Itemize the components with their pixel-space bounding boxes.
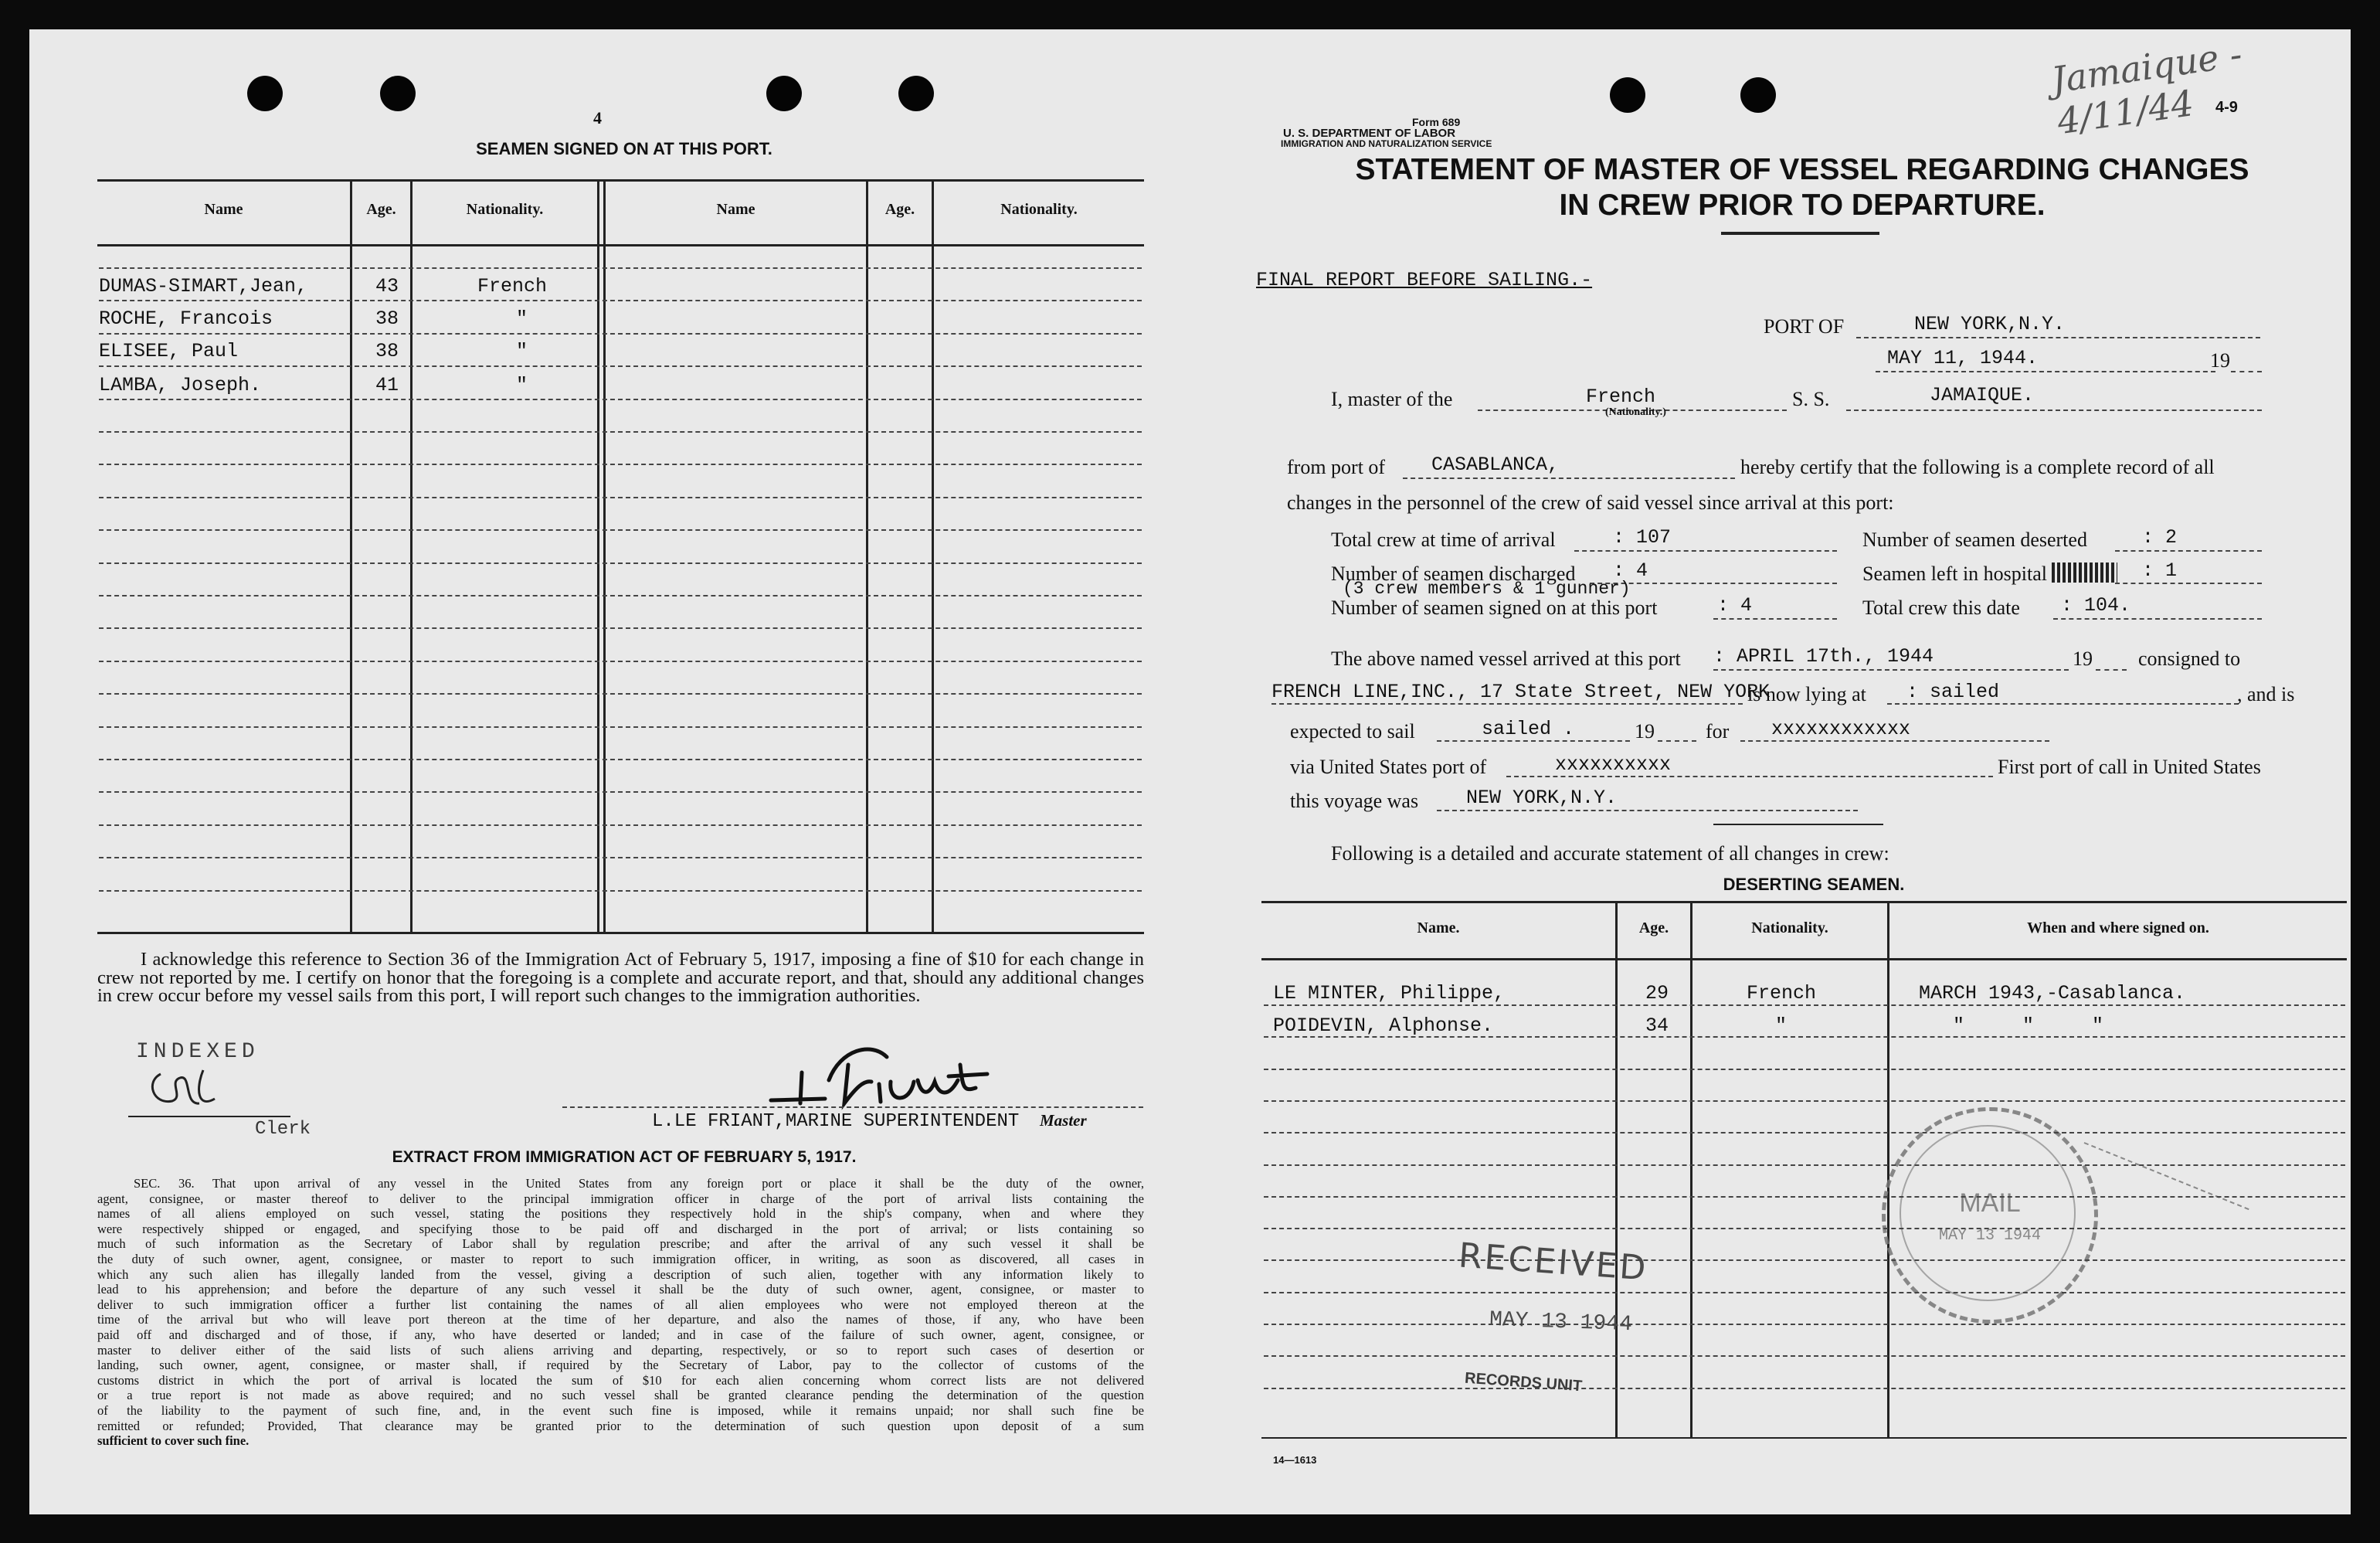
seaman-nationality: French	[477, 275, 548, 297]
and-is-text: , and is	[2237, 683, 2295, 705]
document-sheet	[29, 29, 2351, 1514]
extract-line: were respectively shipped or engaged, and specifying those to be paid off and discharged in the port of arrival; or lists containing so	[97, 1221, 1144, 1236]
seaman-age: 41	[375, 374, 399, 396]
field-line	[2115, 550, 2262, 552]
column-header-signed-on: When and where signed on.	[2027, 919, 2209, 936]
total-crew-arrival-label: Total crew at time of arrival	[1331, 528, 1556, 551]
table-row-rule	[1264, 1164, 2345, 1166]
seaman-nationality: "	[516, 308, 528, 330]
year-prefix: 19	[2210, 349, 2230, 372]
table-row-rule	[1264, 1355, 2345, 1357]
table-row-rule	[99, 857, 1142, 858]
signature-line	[562, 1106, 1143, 1108]
table-header-rule	[97, 244, 1144, 246]
field-line	[1437, 740, 1630, 742]
field-line	[1740, 740, 2049, 742]
deserter-age: 29	[1645, 982, 1669, 1004]
master-of-label: I, master of the	[1331, 388, 1453, 410]
table-row-rule	[99, 267, 1142, 269]
field-line	[1713, 618, 1837, 620]
postmark-swoosh	[2084, 1142, 2249, 1210]
year-prefix: 19	[2073, 647, 2093, 670]
mail-postmark-date: MAY 13 1944	[1938, 1227, 2042, 1245]
deserted-label: Number of seamen deserted	[1862, 528, 2087, 551]
received-date: MAY 13 1944	[1489, 1307, 1633, 1337]
for-value: xxxxxxxxxxxx	[1771, 718, 1911, 740]
field-line	[1713, 669, 2069, 671]
year-prefix: 19	[1635, 720, 1655, 743]
table-row	[1273, 1015, 2339, 1038]
field-line	[2053, 618, 2262, 620]
expected-label: expected to sail	[1290, 720, 1415, 743]
seaman-age: 43	[375, 275, 399, 297]
table-row-rule	[1264, 1388, 2345, 1389]
lying-value: : sailed	[1906, 681, 2000, 703]
form-number: Form 689	[1412, 116, 1461, 128]
vessel-name: JAMAIQUE.	[1930, 384, 2035, 406]
total-crew-date-label: Total crew this date	[1862, 596, 2020, 619]
column-header-age: Age.	[884, 201, 915, 218]
field-line	[1846, 410, 2262, 411]
table-row-rule	[99, 464, 1142, 465]
table-header-rule	[1261, 958, 2347, 960]
deserting-title: DESERTING SEAMEN.	[1723, 875, 1905, 894]
following-text: Following is a detailed and accurate statement of all changes in crew:	[1331, 842, 1889, 865]
total-crew-date-value: : 104.	[2061, 594, 2131, 617]
clerk-initials	[138, 1059, 246, 1120]
table-row	[99, 374, 1103, 397]
column-header-nationality: Nationality.	[1751, 919, 1828, 936]
field-line	[1887, 703, 2239, 705]
table-row-rule	[99, 562, 1142, 564]
table-row-rule	[1264, 1100, 2345, 1102]
table-row-rule	[1264, 1292, 2345, 1293]
lying-label: is now lying at	[1747, 683, 1866, 705]
consignee-value: FRENCH LINE,INC., 17 State Street, NEW YORK	[1271, 681, 1771, 703]
table-row-rule	[99, 333, 1142, 335]
table-top-rule	[97, 179, 1144, 182]
table-row-rule	[99, 529, 1142, 531]
from-port-label: from port of	[1287, 456, 1386, 478]
hospital-label: Seamen left in hospital	[1862, 562, 2048, 585]
page-number: 4	[593, 108, 602, 127]
voyage-label: this voyage was	[1290, 790, 1419, 812]
deserter-signed-on: MARCH 1943,-Casablanca.	[1919, 982, 2186, 1004]
divider-rule	[1713, 824, 1883, 825]
changes-text: changes in the personnel of the crew of said vessel since arrival at this port:	[1287, 491, 1894, 514]
deserter-nationality: "	[1775, 1015, 1788, 1037]
ss-label: S. S.	[1792, 388, 1830, 410]
field-line	[1403, 478, 1735, 479]
extract-line: landing, such owner, agent, consignee, or master shall, if required by the Secretary of Labor, pay to the collector of customs of the	[97, 1358, 1144, 1373]
table-row-rule	[99, 759, 1142, 760]
section-title: SEAMEN SIGNED ON AT THIS PORT.	[476, 139, 772, 158]
certify-text: hereby certify that the following is a complete record of all	[1740, 456, 2215, 478]
seaman-name: ROCHE, Francois	[99, 308, 273, 330]
extract-line: time of the arrival but who will leave port thereon at the time of her departure, and also the names of those, if any, who have been	[97, 1312, 1144, 1327]
table-row-rule	[99, 791, 1142, 793]
field-line	[1271, 703, 1743, 705]
deserter-age: 34	[1645, 1015, 1669, 1037]
deserter-nationality: French	[1747, 982, 1817, 1004]
punch-hole	[1610, 77, 1645, 113]
signed-on-value: : 4	[1717, 594, 1753, 617]
table-row-rule	[99, 431, 1142, 433]
field-line	[1658, 740, 1696, 742]
field-line	[2231, 371, 2262, 372]
table-row-rule	[99, 595, 1142, 596]
seaman-nationality: "	[516, 340, 528, 362]
table-row-rule	[1264, 1069, 2345, 1070]
clerk-line	[128, 1116, 290, 1117]
table-row-rule	[99, 300, 1142, 301]
discharged-value: : 4	[1613, 559, 1648, 582]
indexed-stamp: INDEXED	[136, 1040, 260, 1064]
table-row-rule	[99, 693, 1142, 695]
deserter-signed-on: " " "	[1953, 1015, 2104, 1037]
table-row-rule	[1264, 1036, 2345, 1038]
extract-line: agent, consignee, or master thereof to deliver to the principal immigration officer in charge of the port of arrival lists containing the	[97, 1191, 1144, 1206]
footer-code: 14—1613	[1273, 1454, 1317, 1466]
punch-hole	[380, 76, 416, 111]
title-underline	[1721, 232, 1879, 235]
extract-line: or a true report is not made as above required; and no such vessel shall be granted clearance pending the determination of the question	[97, 1388, 1144, 1403]
extract-line: which any such alien has illegally landed from the vessel, giving a description of such alien, together with any information likely to	[97, 1266, 1144, 1282]
extract-line: deliver to such immigration officer a further list containing the names of all alien employees who were not employed thereon at the	[97, 1297, 1144, 1312]
column-header-nationality: Nationality.	[466, 201, 544, 218]
department-name: U. S. DEPARTMENT OF LABOR	[1283, 127, 1456, 140]
arrived-value: : APRIL 17th., 1944	[1713, 645, 1934, 668]
table-row	[99, 308, 1103, 331]
column-header-age: Age.	[1638, 919, 1669, 936]
table-row-rule	[1264, 1196, 2345, 1198]
clerk-initials-stroke	[152, 1070, 215, 1103]
service-name: IMMIGRATION AND NATURALIZATION SERVICE	[1281, 138, 1492, 149]
clerk-label: Clerk	[255, 1119, 311, 1140]
consigned-label: consigned to	[2138, 647, 2241, 670]
table-top-rule	[1261, 901, 2347, 903]
report-date: MAY 11, 1944.	[1887, 347, 2039, 369]
deserter-name: POIDEVIN, Alphonse.	[1273, 1015, 1494, 1037]
discharged-label: Number of seamen discharged	[1331, 562, 1576, 585]
master-typed-name: L.LE FRIANT,MARINE SUPERINTENDENT	[652, 1111, 1020, 1132]
table-bottom-rule	[1261, 1437, 2347, 1439]
table-row-rule	[99, 890, 1142, 892]
extract-text	[97, 1176, 1144, 1449]
handwritten-note: Jamaique - 4/11/44	[2049, 32, 2245, 143]
hospital-value: : 1	[2142, 559, 2178, 582]
nationality-value: French	[1586, 386, 1656, 408]
extract-line: of the liability to the payment of such fine, and, in the event such fine is imposed, while it remains unpaid; nor shall such fine be	[97, 1402, 1144, 1418]
extract-line: names of all aliens employed on such vessel, stating the positions they respectively hold in the ship's company, when and where they	[97, 1206, 1144, 1222]
hospital-strikeout	[2052, 562, 2117, 583]
nationality-caption: (Nationality.)	[1605, 406, 1666, 418]
deserter-name: LE MINTER, Philippe,	[1273, 982, 1506, 1004]
deserted-value: : 2	[2142, 526, 2178, 549]
table-row-rule	[99, 497, 1142, 498]
column-header-age: Age.	[366, 201, 396, 218]
from-port-value: CASABLANCA,	[1431, 454, 1560, 476]
table-row	[99, 340, 1103, 363]
table-row-rule	[99, 627, 1142, 629]
field-line	[1506, 776, 1993, 777]
table-row-rule	[99, 726, 1142, 728]
signature-stroke	[771, 1049, 987, 1103]
discharged-note: (3 crew members & 1 gunner)	[1343, 579, 1631, 599]
table-row-rule	[99, 824, 1142, 826]
records-unit-stamp: RECORDS UNIT	[1464, 1369, 1583, 1395]
field-line	[2096, 669, 2127, 671]
extract-title: EXTRACT FROM IMMIGRATION ACT OF FEBRUARY 5, 1917.	[392, 1148, 857, 1166]
received-stamp: RECEIVED	[1457, 1235, 1650, 1289]
extract-line: lead to his apprehension; and before the departure of any such vessel it shall be the duty of such owner, agent, consignee, or master to	[97, 1282, 1144, 1297]
extract-line: sufficient to cover such fine.	[97, 1433, 250, 1449]
final-report-label: FINAL REPORT BEFORE SAILING.-	[1256, 269, 1593, 291]
extract-line: master to deliver either of the said lists of such aliens arriving and departing, respectively, or so to report such cases of desertion or	[97, 1342, 1144, 1358]
extract-line: paid off and discharged and of those, if any, who have deserted or landed; and in case of the failure of such owner, agent, consignee, or	[97, 1327, 1144, 1342]
punch-hole	[247, 76, 283, 111]
seaman-name: DUMAS-SIMART,Jean,	[99, 275, 308, 297]
mail-postmark-center: MAIL	[1959, 1188, 2021, 1218]
via-label: via United States port of	[1290, 756, 1487, 778]
table-row-rule	[1264, 1228, 2345, 1229]
expected-value: sailed .	[1482, 718, 1575, 740]
master-label: Master	[1040, 1111, 1087, 1130]
table-row	[99, 275, 1103, 298]
punch-hole	[898, 76, 934, 111]
punch-hole	[1740, 77, 1776, 113]
voyage-value: NEW YORK,N.Y.	[1466, 787, 1618, 809]
first-port-label: First port of call in United States	[1998, 756, 2261, 778]
port-value: NEW YORK,N.Y.	[1914, 313, 2066, 335]
seaman-nationality: "	[516, 374, 528, 396]
extract-line: the duty of such owner, agent, consignee, or master to report to such immigration officer, in writing, as soon as discovered, all cases in	[97, 1251, 1144, 1266]
seaman-age: 38	[375, 340, 399, 362]
table-row-rule	[1264, 1132, 2345, 1133]
total-crew-arrival-value: : 107	[1613, 526, 1672, 549]
form-title-line-1: STATEMENT OF MASTER OF VESSEL REGARDING CHANGES	[1355, 153, 2249, 186]
form-title-line-2: IN CREW PRIOR TO DEPARTURE.	[1559, 189, 2046, 222]
table-row-rule	[1264, 1004, 2345, 1006]
column-header-name: Name	[204, 201, 243, 218]
punch-hole	[766, 76, 802, 111]
via-value: xxxxxxxxxx	[1555, 753, 1672, 776]
table-row-rule	[99, 365, 1142, 367]
arrived-label: The above named vessel arrived at this port	[1331, 647, 1681, 670]
for-label: for	[1706, 720, 1730, 743]
acknowledgement-text: I acknowledge this reference to Section 36 of the Immigration Act of February 5, 1917, imposing a fine of $10 for each change in crew not reported by me. I certify on honor that the foregoing is a complete and accurate report, and that, should any additional changes in crew occur before my vessel sails from this port, I will report such changes to the immigration authorities.	[97, 949, 1144, 1006]
table-row	[1273, 982, 2339, 1005]
extract-line: customs district in which the port of arrival is located the sum of $10 for each alien concerning whom correct lists are not delivered	[97, 1372, 1144, 1388]
seaman-name: ELISEE, Paul	[99, 340, 239, 362]
table-row-rule	[99, 661, 1142, 662]
table-row-rule	[1264, 1259, 2345, 1261]
table-bottom-rule	[97, 932, 1144, 934]
corner-note: 4-9	[2215, 99, 2238, 116]
extract-line: SEC. 36. That upon arrival of any vessel in the United States from any foreign port or place it shall be the duty of the owner,	[134, 1176, 1144, 1191]
port-label: PORT OF	[1764, 315, 1845, 338]
extract-line: remitted or refunded; Provided, That clearance may be granted prior to the determination of such question upon deposit of a sum	[97, 1418, 1144, 1433]
column-header-name: Name	[716, 201, 755, 218]
signed-on-label: Number of seamen signed on at this port	[1331, 596, 1658, 619]
column-header-name: Name.	[1417, 919, 1460, 936]
extract-line: much of such information as the Secretary of Labor shall by regulation prescribe; and after the arrival of any such vessel it shall be	[97, 1236, 1144, 1252]
field-line	[2115, 583, 2262, 584]
column-header-nationality: Nationality.	[1000, 201, 1078, 218]
field-line	[1437, 810, 1858, 811]
table-row-rule	[1264, 1324, 2345, 1325]
seaman-name: LAMBA, Joseph.	[99, 374, 262, 396]
field-line	[1574, 550, 1837, 552]
seaman-age: 38	[375, 308, 399, 330]
field-line	[1856, 337, 2260, 338]
field-line	[1876, 371, 2215, 372]
table-row-rule	[99, 399, 1142, 400]
